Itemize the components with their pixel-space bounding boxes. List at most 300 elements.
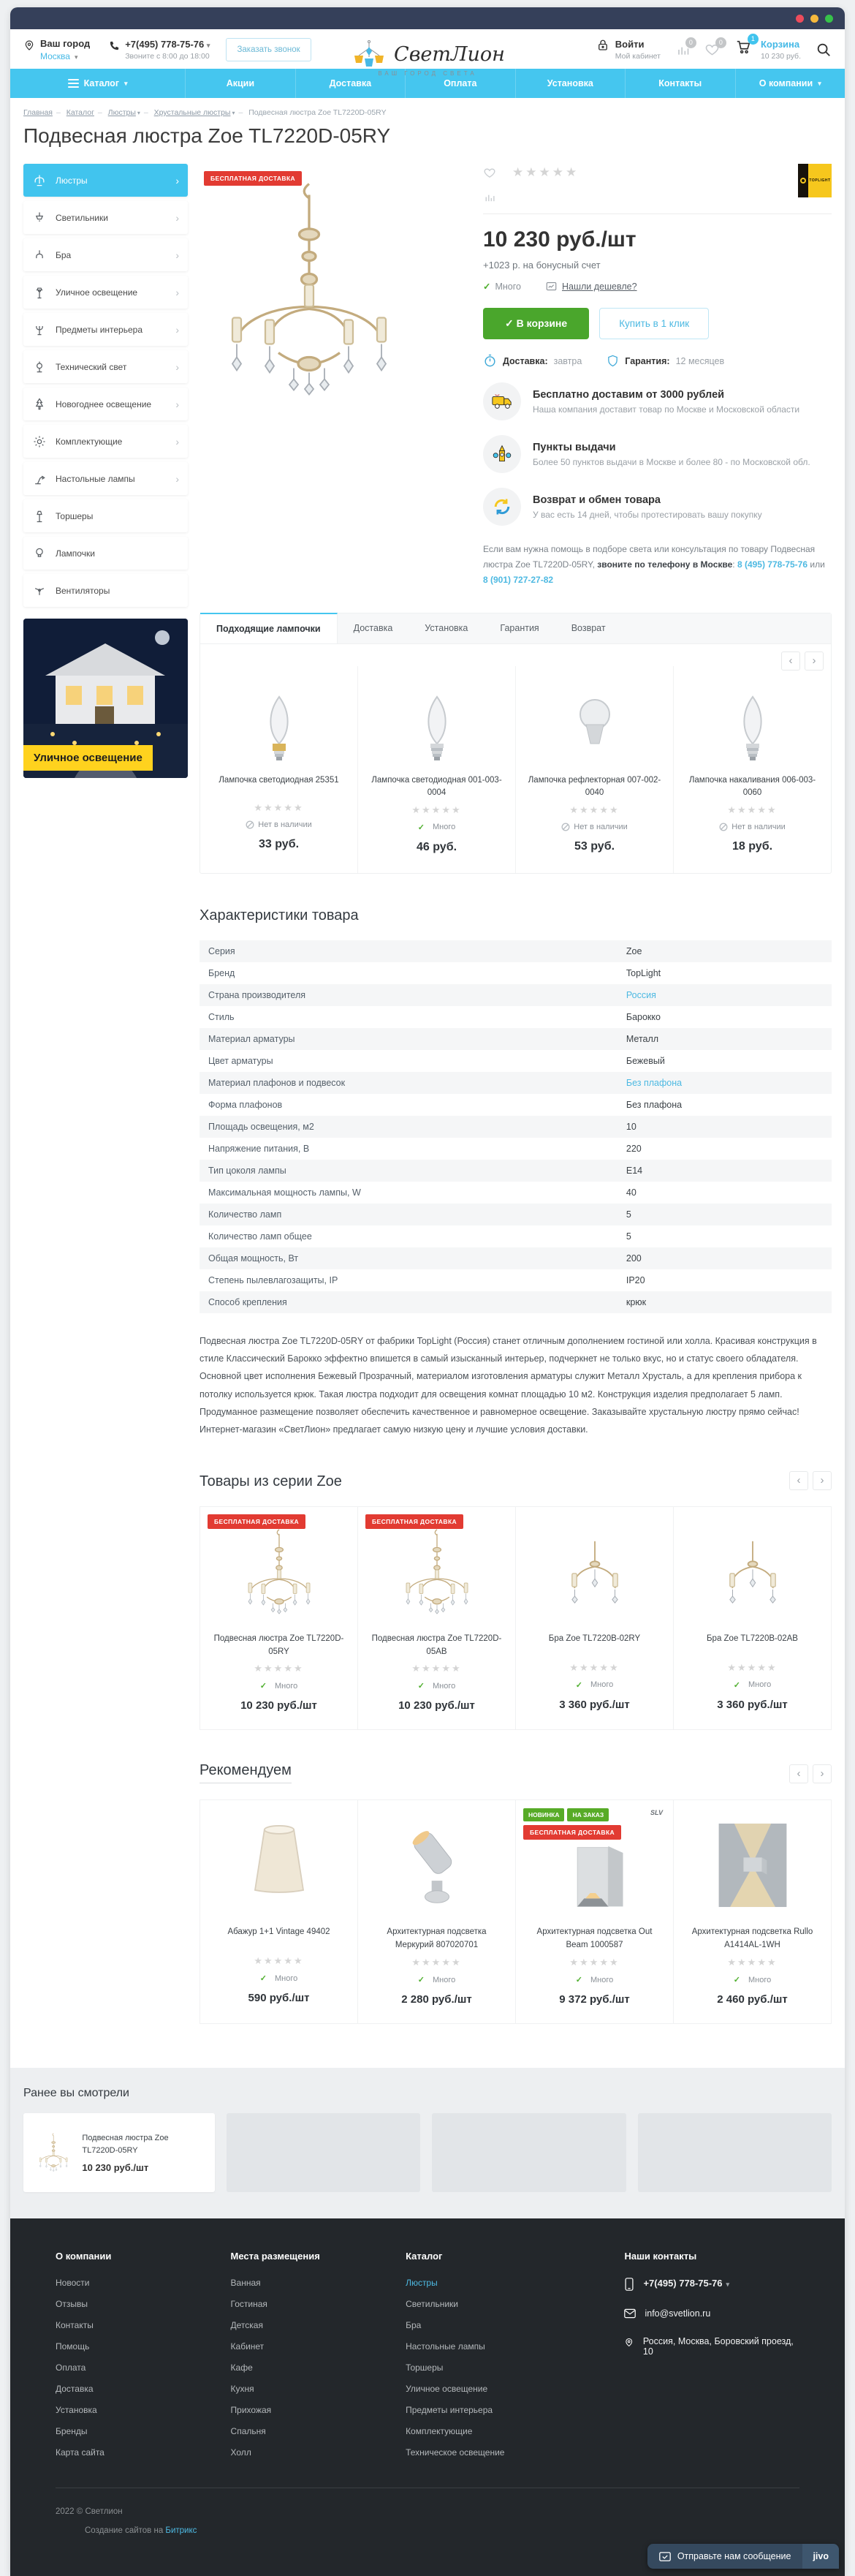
footer-link[interactable]: Прихожая <box>230 2405 272 2415</box>
tab-delivery[interactable]: Доставка <box>353 623 393 633</box>
help-phone-link-1[interactable]: 8 (495) 778-75-76 <box>737 559 808 570</box>
footer-link[interactable]: Кабинет <box>230 2341 265 2352</box>
product-price: 10 230 руб./шт <box>483 227 636 252</box>
nav-promotions[interactable]: Акции <box>185 69 294 98</box>
footer-link[interactable]: Техническое освещение <box>406 2447 505 2458</box>
recommend-products <box>200 1799 832 2024</box>
footer-link[interactable]: Бренды <box>56 2426 88 2436</box>
caret-down-icon: ▾ <box>818 79 821 87</box>
logo-tagline: ВАШ ГОРОД СВЕТА <box>378 70 477 77</box>
spec-row <box>200 1050 832 1072</box>
bulb-price: 33 руб. <box>258 838 300 850</box>
product-price: 9 372 руб./шт <box>559 1993 630 2006</box>
slv-brand-mark: SLV <box>650 1809 663 1817</box>
footer-link[interactable]: Гостиная <box>230 2299 267 2309</box>
price-tag-icon <box>546 282 557 291</box>
rating-stars: ★★★★★ <box>411 1957 462 1968</box>
chevron-right-icon: › <box>175 398 179 410</box>
viewed-placeholder <box>227 2113 420 2192</box>
footer-link[interactable]: Уличное освещение <box>406 2384 488 2394</box>
tab-installation[interactable]: Установка <box>425 623 468 633</box>
chevron-right-icon: › <box>175 249 179 261</box>
footer-link[interactable]: Карта сайта <box>56 2447 104 2458</box>
spec-name: Бренд <box>208 967 235 978</box>
spec-row <box>200 984 832 1006</box>
spec-name: Общая мощность, Вт <box>208 1253 299 1264</box>
cart-label: Корзина <box>760 39 800 50</box>
availability-status: ✓ Много <box>483 282 521 292</box>
footer-col-title: Места размещения <box>230 2251 320 2262</box>
spec-value: 220 <box>626 1143 642 1154</box>
spec-value: 10 <box>626 1121 636 1132</box>
spec-value: IP20 <box>626 1274 645 1285</box>
spec-name: Материал плафонов и подвесок <box>208 1077 346 1088</box>
product-gallery[interactable] <box>200 164 473 588</box>
bulb-image <box>731 691 775 764</box>
footer-col-catalog <box>406 2251 624 2469</box>
sidebar-item-lamps[interactable]: Светильники › <box>23 201 188 234</box>
product-image <box>393 1525 481 1620</box>
in-cart-button[interactable]: ✓ В корзине <box>483 308 589 339</box>
carousel-next-button[interactable]: › <box>805 651 824 671</box>
fan-icon <box>32 583 47 598</box>
window-zoom-button[interactable] <box>825 15 833 23</box>
chevron-right-icon: › <box>175 323 179 336</box>
login-label: Войти <box>615 39 645 50</box>
footer-phone[interactable]: +7(495) 778-75-76 ▾ <box>624 2278 799 2291</box>
ceiling-light-icon <box>32 211 47 225</box>
footer-link[interactable]: Торшеры <box>406 2362 444 2373</box>
rating-stars: ★★★★★ <box>411 804 462 815</box>
spec-value: 200 <box>626 1253 642 1264</box>
footer-link[interactable]: Ванная <box>230 2278 261 2288</box>
nav-about[interactable]: О компании ▾ <box>735 69 845 98</box>
product-image <box>397 1818 477 1913</box>
phone-number[interactable]: +7(495) 778-75-76 ▾ <box>125 39 210 50</box>
out-of-stock-icon <box>719 823 728 831</box>
add-to-favorites-button[interactable] <box>483 167 496 179</box>
spec-name: Количество ламп <box>208 1209 282 1220</box>
free-shipping-badge: БЕСПЛАТНАЯ ДОСТАВКА <box>523 1825 621 1840</box>
rating-stars: ★★★★★ <box>727 1957 778 1968</box>
free-delivery-info: Бесплатно доставим от 3000 рублей Наша компания доставит товар по Москве и Московской области <box>483 382 832 420</box>
hamburger-icon <box>68 77 79 90</box>
spec-row <box>200 1116 832 1138</box>
check-icon: ✓ <box>505 317 514 329</box>
footer-col-title: Наши контакты <box>624 2251 697 2262</box>
chevron-right-icon: › <box>175 360 179 373</box>
cart-total: 10 230 руб. <box>760 52 801 61</box>
spec-name: Количество ламп общее <box>208 1231 312 1242</box>
login-button[interactable] <box>596 39 661 61</box>
logo-text: СветЛион <box>394 42 505 66</box>
viewed-placeholder <box>638 2113 832 2192</box>
spec-value: Барокко <box>626 1011 661 1022</box>
availability-status: ✓ Много <box>733 1680 772 1690</box>
sidebar-item-technical[interactable]: Технический свет › <box>23 350 188 383</box>
nav-installation[interactable]: Установка <box>515 69 625 98</box>
footer-link[interactable]: Оплата <box>56 2362 86 2373</box>
bonus-note: +1023 р. на бонусный счет <box>483 260 601 271</box>
city-label: Ваш город <box>40 38 91 49</box>
sidebar-item-desk-lamps[interactable]: Настольные лампы › <box>23 462 188 495</box>
brand-logo-mark <box>798 164 808 197</box>
recommend-section <box>200 1762 832 2024</box>
sidebar-item-outdoor[interactable]: Уличное освещение › <box>23 276 188 309</box>
check-icon: ✓ <box>483 282 491 292</box>
footer-link[interactable]: Светильники <box>406 2299 458 2309</box>
spec-value: Бежевый <box>626 1055 665 1066</box>
tab-warranty[interactable]: Гарантия <box>500 623 539 633</box>
sidebar-item-floor-lamps[interactable]: Торшеры <box>23 499 188 532</box>
spec-name: Цвет арматуры <box>208 1055 273 1066</box>
spec-row <box>200 1247 832 1269</box>
spec-value: Без плафона <box>626 1077 683 1088</box>
sidebar-item-newyear[interactable]: Новогоднее освещение › <box>23 388 188 420</box>
chat-envelope-icon <box>659 2552 671 2561</box>
carousel-prev-button[interactable]: ‹ <box>789 1471 808 1490</box>
matching-bulbs-list <box>200 644 831 873</box>
product-price: 10 230 руб./шт <box>398 1699 475 1712</box>
envelope-icon <box>624 2308 636 2319</box>
nav-delivery[interactable]: Доставка <box>295 69 405 98</box>
return-exchange-info: Возврат и обмен товара У вас есть 14 дней, чтобы протестировать вашу покупку <box>483 488 832 526</box>
stopwatch-icon <box>483 354 497 368</box>
availability-status: ✓ Много <box>575 1975 614 1984</box>
spec-row <box>200 1225 832 1247</box>
spec-name: Стиль <box>208 1011 235 1022</box>
check-icon: ✓ <box>417 823 425 832</box>
product-image <box>555 1834 635 1920</box>
product-card[interactable]: БЕСПЛАТНАЯ ДОСТАВКА Подвесная люстра Zoe TL7220D-05RY ★★★★★ ✓ Много 10 230 руб./шт <box>200 1506 358 1731</box>
caret-down-icon: ▾ <box>124 79 128 87</box>
availability-status: ✓ Много <box>575 1680 614 1690</box>
footer-made-by: Создание сайтов на Битрикс <box>85 2526 197 2535</box>
window-titlebar <box>10 7 845 29</box>
bulb-image <box>415 691 459 764</box>
street-lamp-icon <box>32 285 47 300</box>
nav-catalog[interactable]: Каталог ▾ <box>10 69 185 98</box>
spec-value: 5 <box>626 1231 631 1242</box>
callback-button[interactable]: Заказать звонок <box>226 38 311 61</box>
product-price: 2 460 руб./шт <box>717 1993 788 2006</box>
jivo-brand-label: jivo <box>802 2544 839 2569</box>
sidebar-item-components[interactable]: Комплектующие › <box>23 425 188 458</box>
outdoor-lighting-banner[interactable] <box>23 619 188 778</box>
bulb-card[interactable]: Лампочка накаливания 006-003-0060 ★★★★★ Нет в наличии 18 руб. <box>673 666 831 873</box>
on-order-badge: НА ЗАКАЗ <box>567 1808 609 1821</box>
rating-stars: ★★★★★ <box>727 804 778 815</box>
spec-value: Россия <box>626 989 656 1000</box>
footer-email[interactable]: info@svetlion.ru <box>624 2308 799 2319</box>
cabinet-label: Мой кабинет <box>615 52 661 61</box>
footer-link[interactable]: Новости <box>56 2278 90 2288</box>
spec-name: Способ крепления <box>208 1296 287 1307</box>
rating-stars: ★★★★★ <box>569 804 620 815</box>
sidebar-item-bulbs[interactable]: Лампочки <box>23 537 188 570</box>
sidebar-item-sconces[interactable]: Бра › <box>23 238 188 271</box>
product-image <box>235 1525 323 1620</box>
spec-name: Тип цоколя лампы <box>208 1165 286 1176</box>
series-products <box>200 1506 832 1731</box>
carousel-next-button[interactable]: › <box>813 1471 832 1490</box>
spec-row <box>200 1006 832 1028</box>
kremlin-tower-icon <box>492 444 512 464</box>
product-card[interactable]: БЕСПЛАТНАЯ ДОСТАВКА Подвесная люстра Zoe TL7220D-05AB ★★★★★ ✓ Много 10 230 руб./шт <box>358 1506 516 1731</box>
check-icon: ✓ <box>575 1680 582 1690</box>
footer-link[interactable]: Комплектующие <box>406 2426 473 2436</box>
pickup-points-info: Пункты выдачи Более 50 пунктов выдачи в Москве и более 80 - по Московской обл. <box>483 435 832 473</box>
bulb-card[interactable]: Лампочка светодиодная 001-003-0004 ★★★★★ ✓ Много 46 руб. <box>357 666 515 873</box>
product-card[interactable]: Архитектурная подсветка Меркурий 807020701 ★★★★★ ✓ Много 2 280 руб./шт <box>358 1799 516 2024</box>
recently-viewed-title: Ранее вы смотрели <box>23 2087 129 2099</box>
jivo-chat-widget[interactable] <box>647 2544 839 2569</box>
footer-col-contacts <box>624 2251 799 2469</box>
footer-link[interactable]: Установка <box>56 2405 97 2415</box>
check-icon: ✓ <box>575 1976 582 1984</box>
product-price: 3 360 руб./шт <box>717 1698 788 1711</box>
chandelier-icon <box>32 173 47 188</box>
availability-status: ✓ Много <box>259 1973 298 1984</box>
spec-row <box>200 1160 832 1182</box>
site-header <box>10 29 845 77</box>
chevron-right-icon: › <box>175 435 179 447</box>
search-icon[interactable] <box>816 42 832 58</box>
spec-row <box>200 940 832 962</box>
footer-link[interactable]: Помощь <box>56 2341 90 2352</box>
availability-status: Нет в наличии <box>526 823 663 831</box>
caret-down-icon: ▾ <box>726 2281 730 2288</box>
help-phone-link-2[interactable]: 8 (901) 727-27-82 <box>483 575 554 585</box>
product-image <box>34 2126 73 2179</box>
phone-hours: Звоните с 8:00 до 18:00 <box>125 52 210 61</box>
spec-name: Напряжение питания, В <box>208 1143 310 1154</box>
location-pin-icon <box>624 2336 634 2349</box>
city-selector <box>23 38 90 61</box>
out-of-stock-icon <box>246 820 254 829</box>
return-arrows-icon <box>492 496 512 517</box>
bulb-price: 18 руб. <box>732 839 773 853</box>
header-phone <box>109 39 210 61</box>
footer-address: Россия, Москва, Боровский проезд, 10 <box>624 2336 799 2357</box>
window-minimize-button[interactable] <box>810 15 818 23</box>
product-card[interactable]: Архитектурная подсветка Rullo A1414AL-1WH ★★★★★ ✓ Много 2 460 руб./шт <box>674 1799 832 2024</box>
cart-button[interactable] <box>734 35 801 61</box>
product-tabs <box>200 613 831 644</box>
favorites-button[interactable] <box>704 39 723 57</box>
out-of-stock-icon <box>561 823 570 831</box>
footer-col-places <box>231 2251 406 2469</box>
breadcrumb-home[interactable]: Главная <box>23 108 53 117</box>
spec-value: Без плафона <box>626 1099 683 1110</box>
recommend-title: Рекомендуем <box>200 1762 292 1783</box>
location-pin-icon <box>23 39 35 51</box>
spec-name: Максимальная мощность лампы, W <box>208 1187 361 1198</box>
carousel-prev-button[interactable]: ‹ <box>789 1764 808 1783</box>
footer-link[interactable]: Люстры <box>406 2278 438 2288</box>
spec-name: Степень пылевлагозащиты, IP <box>208 1274 338 1285</box>
check-icon: ✓ <box>259 1682 267 1691</box>
caret-down-icon: ▾ <box>74 53 78 61</box>
site-footer <box>10 2218 845 2576</box>
product-image <box>239 1818 319 1913</box>
buy-one-click-button[interactable]: Купить в 1 клик <box>599 308 709 339</box>
site-logo[interactable] <box>325 39 530 77</box>
recently-viewed-section <box>10 2068 845 2218</box>
spec-value: Металл <box>626 1033 659 1044</box>
chevron-right-icon: › <box>175 174 179 186</box>
spec-value: Zoe <box>626 945 642 956</box>
bulb-card[interactable]: Лампочка светодиодная 25351 ★★★★★ Нет в наличии 33 руб. <box>200 666 357 873</box>
spec-row <box>200 962 832 984</box>
caret-down-icon: ▾ <box>232 110 235 116</box>
footer-link[interactable]: Детская <box>230 2320 263 2330</box>
gear-icon <box>32 434 47 449</box>
bulb-icon <box>32 546 47 561</box>
delivery-truck-icon <box>491 392 513 411</box>
footer-col-title: О компании <box>56 2251 112 2262</box>
viewed-placeholder <box>432 2113 626 2192</box>
caret-down-icon: ▾ <box>206 42 210 49</box>
rating-stars: ★★★★★ <box>254 1663 304 1674</box>
footer-link[interactable]: Бра <box>406 2320 422 2330</box>
product-card[interactable]: Бра Zoe TL7220B-02RY ★★★★★ ✓ Много 3 360 руб./шт <box>516 1506 674 1731</box>
bulb-card[interactable]: Лампочка рефлекторная 007-002-0040 ★★★★★ Нет в наличии 53 руб. <box>515 666 673 873</box>
footer-link[interactable]: Кафе <box>230 2362 253 2373</box>
shield-icon <box>607 354 619 368</box>
tab-matching-bulbs[interactable]: Подходящие лампочки <box>200 613 338 643</box>
rating-stars: ★★★★★ <box>569 1957 620 1968</box>
city-value[interactable]: Москва ▾ <box>40 51 78 61</box>
product-image <box>712 1525 793 1619</box>
bitrix-link[interactable]: Битрикс <box>165 2526 197 2535</box>
product-tabs-panel <box>200 613 832 874</box>
chat-label: Отправьте нам сообщение <box>677 2551 791 2561</box>
page-title: Подвесная люстра Zoe TL7220D-05RY <box>23 124 391 147</box>
help-note: Если вам нужна помощь в подборе света или консультация по товару Подвесная люстра Zoe TL7220D-05RY, звоните по телефону в Москве: 8 (495) 778-75-76 или 8 (901) 727-27-82 <box>483 544 825 585</box>
sidebar-item-fans[interactable]: Вентиляторы <box>23 574 188 607</box>
spec-row <box>200 1072 832 1094</box>
bulb-price: 46 руб. <box>416 840 457 853</box>
bulb-image <box>257 691 301 764</box>
product-description: Подвесная люстра Zoe TL7220D-05RY от фабрики TopLight (Россия) станет отличным дополнением гостиной или холла. Красивая конструкция в стиле Классический Барокко эффектно впишется в самый изысканный интерьер, подчеркнет не только вкус, но и статус своего обладателя. Основной цвет исполнения Бежевый Прозрачный, материалом изготовления арматуры служит Металл Хрусталь, а для крепления прибора к потолку используется крюк. Такая люстра подходит для освещения комнат площадью 10 м2. Конструкция изделия предполагает 5 ламп. Продуманное размещение позволяет обеспечить качественное и равномерное освещение. Заказывайте хрустальную люстру прямо сейчас! Интернет-магазин «СветЛион» предлагает самую низкую цену и лучшие условия доставки. <box>200 1335 817 1435</box>
warranty-meta: Гарантия: 12 месяцев <box>607 354 724 368</box>
breadcrumb-catalog[interactable]: Каталог <box>66 108 94 117</box>
footer-col-title: Каталог <box>406 2251 443 2262</box>
bulb-image <box>571 691 618 764</box>
breadcrumb-crystal[interactable]: Хрустальные люстры <box>153 108 231 117</box>
availability-status: ✓ Много <box>417 1975 456 1984</box>
product-image <box>200 170 419 411</box>
carousel-prev-button[interactable]: ‹ <box>781 651 800 671</box>
sidebar-item-chandeliers[interactable]: Люстры › <box>23 164 188 197</box>
add-to-compare-button[interactable] <box>483 191 496 203</box>
phone-icon <box>109 40 120 51</box>
rating-stars: ★★★★★ <box>727 1661 778 1673</box>
rating-stars: ★★★★★ <box>254 1955 304 1967</box>
check-icon: ✓ <box>417 1976 425 1984</box>
footer-link[interactable]: Спальня <box>230 2426 266 2436</box>
check-icon: ✓ <box>259 1974 267 1984</box>
carousel-next-button[interactable]: › <box>813 1764 832 1783</box>
breadcrumb-current: Подвесная люстра Zoe TL7220D-05RY <box>248 108 387 117</box>
product-card[interactable]: НОВИНКА НА ЗАКАЗ БЕСПЛАТНАЯ ДОСТАВКА SLV Архитектурная подсветка Out Beam 1000587 ★★★★★ ✓ Много 9 372 руб./шт <box>516 1799 674 2024</box>
banner-label: Уличное освещение <box>23 745 153 771</box>
availability-status: Нет в наличии <box>210 820 347 829</box>
candelabra-icon <box>32 322 47 337</box>
desk-lamp-icon <box>32 472 47 486</box>
spotlight-icon <box>32 360 47 374</box>
nav-contacts[interactable]: Контакты <box>625 69 734 98</box>
product-card[interactable]: Абажур 1+1 Vintage 49402 ★★★★★ ✓ Много 590 руб./шт <box>200 1799 358 2024</box>
footer-link[interactable]: Холл <box>230 2447 251 2458</box>
compare-count-badge: 0 <box>685 37 696 48</box>
footer-link[interactable]: Предметы интерьера <box>406 2405 493 2415</box>
rating-stars: ★★★★★ <box>569 1661 620 1673</box>
footer-link[interactable]: Настольные лампы <box>406 2341 485 2352</box>
spec-name: Форма плафонов <box>208 1099 283 1110</box>
sidebar-item-interior[interactable]: Предметы интерьера › <box>23 313 188 346</box>
caret-down-icon: ▾ <box>137 110 140 116</box>
specs-table <box>200 940 832 1313</box>
chevron-right-icon: › <box>175 211 179 224</box>
spec-value: 5 <box>626 1209 631 1220</box>
compare-bars-icon <box>483 191 495 203</box>
product-price: 10 230 руб./шт <box>240 1699 317 1712</box>
viewed-product-card[interactable] <box>23 2113 215 2192</box>
product-price: 2 280 руб./шт <box>401 1993 472 2006</box>
availability-status: Нет в наличии <box>684 823 821 831</box>
delivery-meta: Доставка: завтра <box>483 354 582 368</box>
footer-link[interactable]: Отзывы <box>56 2299 88 2309</box>
spec-row <box>200 1028 832 1050</box>
footer-link[interactable]: Кухня <box>230 2384 254 2394</box>
window-close-button[interactable] <box>796 15 804 23</box>
compare-button[interactable] <box>675 39 693 57</box>
spec-value: E14 <box>626 1165 643 1176</box>
brand-logo-toplight[interactable] <box>798 164 832 197</box>
tab-return[interactable]: Возврат <box>571 623 606 633</box>
product-card[interactable]: Бра Zoe TL7220B-02AB ★★★★★ ✓ Много 3 360 руб./шт <box>674 1506 832 1731</box>
spec-row <box>200 1138 832 1160</box>
spec-row <box>200 1269 832 1291</box>
check-icon: ✓ <box>733 1680 740 1690</box>
chevron-right-icon: › <box>175 472 179 485</box>
logo-chandelier-icon <box>350 39 388 69</box>
catalog-sidebar <box>23 164 188 2024</box>
availability-status: ✓ Много <box>259 1681 298 1691</box>
footer-link[interactable]: Контакты <box>56 2320 94 2330</box>
breadcrumb: Главная – Каталог – Люстры ▾ – Хрустальные люстры ▾ – Подвесная люстра Zoe TL7220D-05RY <box>23 108 387 117</box>
availability-status: ✓ Много <box>733 1975 772 1984</box>
found-cheaper-link[interactable]: Нашли дешевле? <box>546 282 637 292</box>
footer-copyright: 2022 © Светлион <box>56 2507 123 2516</box>
free-shipping-badge: БЕСПЛАТНАЯ ДОСТАВКА <box>204 171 302 186</box>
browser-window <box>10 7 845 2576</box>
footer-link[interactable]: Доставка <box>56 2384 94 2394</box>
nav-payment[interactable]: Оплата <box>405 69 514 98</box>
heart-icon <box>483 167 496 179</box>
specs-title: Характеристики товара <box>200 907 359 923</box>
christmas-tree-icon <box>32 397 47 412</box>
spec-name: Страна производителя <box>208 989 306 1000</box>
spec-row <box>200 1204 832 1225</box>
spec-name: Площадь освещения, м2 <box>208 1121 314 1132</box>
breadcrumb-chandeliers[interactable]: Люстры <box>107 108 136 117</box>
product-rating-stars[interactable]: ★★★★★ <box>512 165 580 179</box>
new-badge: НОВИНКА <box>523 1808 564 1821</box>
mobile-phone-icon <box>624 2278 634 2291</box>
